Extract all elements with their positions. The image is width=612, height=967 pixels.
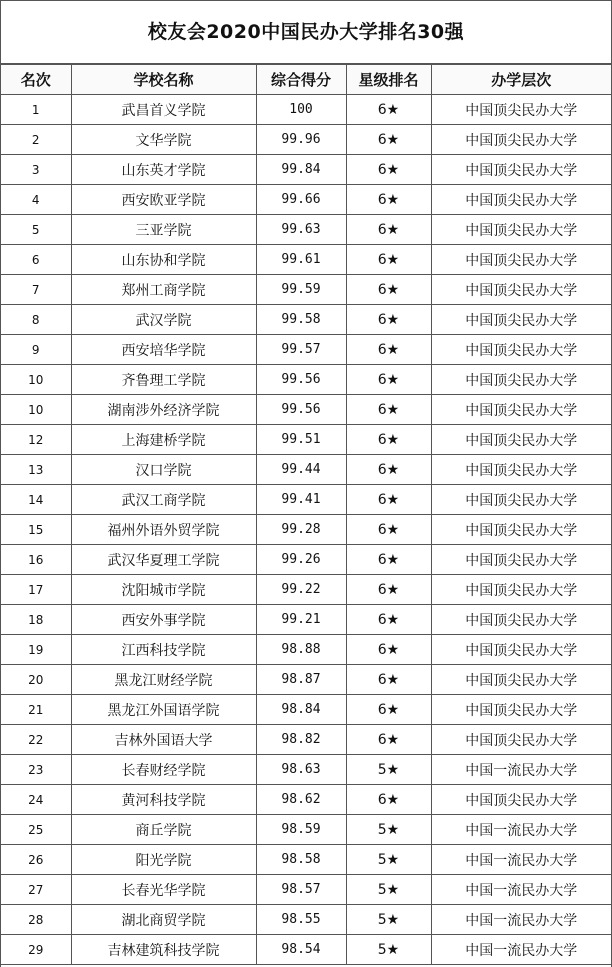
cell-level: 中国一流民办大学 bbox=[431, 875, 611, 905]
cell-star-rating: 6★ bbox=[346, 305, 431, 335]
cell-level: 中国顶尖民办大学 bbox=[431, 515, 611, 545]
table-row bbox=[1, 935, 611, 965]
cell-star-rating: 6★ bbox=[346, 155, 431, 185]
cell-score: 98.54 bbox=[256, 935, 346, 965]
table-row bbox=[1, 635, 611, 665]
cell-rank: 24 bbox=[1, 785, 71, 815]
cell-score: 99.22 bbox=[256, 575, 346, 605]
table-body bbox=[1, 95, 611, 965]
cell-school-name: 黑龙江外国语学院 bbox=[71, 695, 256, 725]
cell-school-name: 吉林外国语大学 bbox=[71, 725, 256, 755]
cell-rank: 15 bbox=[1, 515, 71, 545]
cell-star-rating: 5★ bbox=[346, 845, 431, 875]
cell-level: 中国一流民办大学 bbox=[431, 845, 611, 875]
table-row bbox=[1, 125, 611, 155]
cell-level: 中国顶尖民办大学 bbox=[431, 245, 611, 275]
page-title: 校友会2020中国民办大学排名30强 bbox=[1, 0, 611, 64]
table-row bbox=[1, 215, 611, 245]
cell-star-rating: 6★ bbox=[346, 665, 431, 695]
cell-school-name: 武汉工商学院 bbox=[71, 485, 256, 515]
cell-star-rating: 6★ bbox=[346, 695, 431, 725]
cell-school-name: 山东英才学院 bbox=[71, 155, 256, 185]
cell-level: 中国顶尖民办大学 bbox=[431, 395, 611, 425]
cell-rank: 3 bbox=[1, 155, 71, 185]
cell-school-name: 郑州工商学院 bbox=[71, 275, 256, 305]
cell-star-rating: 5★ bbox=[346, 935, 431, 965]
cell-level: 中国顶尖民办大学 bbox=[431, 605, 611, 635]
cell-school-name: 山东协和学院 bbox=[71, 245, 256, 275]
cell-school-name: 黑龙江财经学院 bbox=[71, 665, 256, 695]
table-row bbox=[1, 695, 611, 725]
cell-star-rating: 6★ bbox=[346, 575, 431, 605]
table-row bbox=[1, 245, 611, 275]
header-school-name: 学校名称 bbox=[71, 65, 256, 95]
cell-rank: 8 bbox=[1, 305, 71, 335]
header-score: 综合得分 bbox=[256, 65, 346, 95]
cell-level: 中国顶尖民办大学 bbox=[431, 785, 611, 815]
cell-level: 中国顶尖民办大学 bbox=[431, 455, 611, 485]
cell-score: 98.88 bbox=[256, 635, 346, 665]
cell-score: 98.87 bbox=[256, 665, 346, 695]
table-row bbox=[1, 425, 611, 455]
cell-star-rating: 6★ bbox=[346, 545, 431, 575]
cell-rank: 7 bbox=[1, 275, 71, 305]
cell-school-name: 文华学院 bbox=[71, 125, 256, 155]
cell-score: 98.59 bbox=[256, 815, 346, 845]
cell-rank: 18 bbox=[1, 605, 71, 635]
cell-star-rating: 6★ bbox=[346, 335, 431, 365]
table-row bbox=[1, 335, 611, 365]
cell-school-name: 三亚学院 bbox=[71, 215, 256, 245]
cell-school-name: 沈阳城市学院 bbox=[71, 575, 256, 605]
cell-level: 中国顶尖民办大学 bbox=[431, 695, 611, 725]
cell-level: 中国顶尖民办大学 bbox=[431, 185, 611, 215]
cell-score: 98.57 bbox=[256, 875, 346, 905]
cell-score: 99.56 bbox=[256, 365, 346, 395]
cell-rank: 25 bbox=[1, 815, 71, 845]
cell-level: 中国顶尖民办大学 bbox=[431, 665, 611, 695]
cell-score: 99.66 bbox=[256, 185, 346, 215]
cell-school-name: 湖南涉外经济学院 bbox=[71, 395, 256, 425]
cell-level: 中国一流民办大学 bbox=[431, 935, 611, 965]
cell-score: 99.26 bbox=[256, 545, 346, 575]
cell-score: 99.84 bbox=[256, 155, 346, 185]
cell-level: 中国顶尖民办大学 bbox=[431, 215, 611, 245]
header-star-rating: 星级排名 bbox=[346, 65, 431, 95]
cell-star-rating: 6★ bbox=[346, 365, 431, 395]
table-row bbox=[1, 185, 611, 215]
cell-rank: 27 bbox=[1, 875, 71, 905]
cell-score: 99.28 bbox=[256, 515, 346, 545]
table-row bbox=[1, 785, 611, 815]
cell-score: 99.61 bbox=[256, 245, 346, 275]
cell-level: 中国一流民办大学 bbox=[431, 905, 611, 935]
cell-school-name: 长春财经学院 bbox=[71, 755, 256, 785]
cell-score: 99.96 bbox=[256, 125, 346, 155]
cell-level: 中国顶尖民办大学 bbox=[431, 305, 611, 335]
cell-level: 中国顶尖民办大学 bbox=[431, 95, 611, 125]
table-row bbox=[1, 665, 611, 695]
cell-rank: 28 bbox=[1, 905, 71, 935]
table-row bbox=[1, 575, 611, 605]
cell-star-rating: 6★ bbox=[346, 185, 431, 215]
cell-score: 99.56 bbox=[256, 395, 346, 425]
cell-level: 中国顶尖民办大学 bbox=[431, 425, 611, 455]
cell-star-rating: 6★ bbox=[346, 785, 431, 815]
cell-level: 中国顶尖民办大学 bbox=[431, 545, 611, 575]
header-level: 办学层次 bbox=[431, 65, 611, 95]
cell-star-rating: 6★ bbox=[346, 725, 431, 755]
table-row bbox=[1, 155, 611, 185]
cell-school-name: 黄河科技学院 bbox=[71, 785, 256, 815]
cell-rank: 10 bbox=[1, 395, 71, 425]
table-row bbox=[1, 725, 611, 755]
cell-school-name: 武昌首义学院 bbox=[71, 95, 256, 125]
cell-school-name: 长春光华学院 bbox=[71, 875, 256, 905]
cell-star-rating: 6★ bbox=[346, 215, 431, 245]
table-row bbox=[1, 545, 611, 575]
cell-star-rating: 5★ bbox=[346, 755, 431, 785]
cell-school-name: 武汉华夏理工学院 bbox=[71, 545, 256, 575]
cell-star-rating: 6★ bbox=[346, 485, 431, 515]
cell-level: 中国顶尖民办大学 bbox=[431, 125, 611, 155]
cell-rank: 2 bbox=[1, 125, 71, 155]
table-row bbox=[1, 815, 611, 845]
cell-rank: 4 bbox=[1, 185, 71, 215]
cell-star-rating: 6★ bbox=[346, 425, 431, 455]
cell-score: 98.84 bbox=[256, 695, 346, 725]
cell-score: 99.63 bbox=[256, 215, 346, 245]
cell-rank: 14 bbox=[1, 485, 71, 515]
cell-star-rating: 6★ bbox=[346, 455, 431, 485]
cell-school-name: 江西科技学院 bbox=[71, 635, 256, 665]
cell-star-rating: 6★ bbox=[346, 275, 431, 305]
cell-rank: 9 bbox=[1, 335, 71, 365]
table-row bbox=[1, 305, 611, 335]
cell-score: 99.51 bbox=[256, 425, 346, 455]
cell-star-rating: 6★ bbox=[346, 395, 431, 425]
table-row bbox=[1, 365, 611, 395]
cell-rank: 21 bbox=[1, 695, 71, 725]
cell-score: 98.58 bbox=[256, 845, 346, 875]
table-row bbox=[1, 95, 611, 125]
cell-score: 98.62 bbox=[256, 785, 346, 815]
cell-star-rating: 6★ bbox=[346, 95, 431, 125]
cell-score: 98.63 bbox=[256, 755, 346, 785]
table-row bbox=[1, 455, 611, 485]
table-row bbox=[1, 515, 611, 545]
table-row bbox=[1, 395, 611, 425]
cell-star-rating: 6★ bbox=[346, 125, 431, 155]
table-row bbox=[1, 905, 611, 935]
table-row bbox=[1, 755, 611, 785]
cell-star-rating: 5★ bbox=[346, 875, 431, 905]
cell-school-name: 上海建桥学院 bbox=[71, 425, 256, 455]
cell-school-name: 吉林建筑科技学院 bbox=[71, 935, 256, 965]
table-header-row bbox=[1, 65, 611, 95]
cell-score: 98.82 bbox=[256, 725, 346, 755]
cell-rank: 10 bbox=[1, 365, 71, 395]
cell-score: 98.55 bbox=[256, 905, 346, 935]
table-row bbox=[1, 275, 611, 305]
cell-rank: 26 bbox=[1, 845, 71, 875]
cell-school-name: 福州外语外贸学院 bbox=[71, 515, 256, 545]
cell-level: 中国顶尖民办大学 bbox=[431, 365, 611, 395]
cell-star-rating: 5★ bbox=[346, 815, 431, 845]
cell-level: 中国顶尖民办大学 bbox=[431, 725, 611, 755]
cell-level: 中国顶尖民办大学 bbox=[431, 575, 611, 605]
cell-rank: 5 bbox=[1, 215, 71, 245]
cell-score: 99.21 bbox=[256, 605, 346, 635]
cell-school-name: 齐鲁理工学院 bbox=[71, 365, 256, 395]
cell-level: 中国一流民办大学 bbox=[431, 755, 611, 785]
cell-star-rating: 6★ bbox=[346, 515, 431, 545]
cell-school-name: 汉口学院 bbox=[71, 455, 256, 485]
cell-level: 中国顶尖民办大学 bbox=[431, 275, 611, 305]
ranking-table bbox=[1, 64, 611, 965]
cell-score: 99.58 bbox=[256, 305, 346, 335]
cell-school-name: 商丘学院 bbox=[71, 815, 256, 845]
cell-rank: 19 bbox=[1, 635, 71, 665]
cell-rank: 17 bbox=[1, 575, 71, 605]
cell-rank: 12 bbox=[1, 425, 71, 455]
table-row bbox=[1, 875, 611, 905]
table-row bbox=[1, 605, 611, 635]
cell-star-rating: 5★ bbox=[346, 905, 431, 935]
cell-rank: 23 bbox=[1, 755, 71, 785]
cell-star-rating: 6★ bbox=[346, 635, 431, 665]
cell-school-name: 武汉学院 bbox=[71, 305, 256, 335]
cell-score: 99.59 bbox=[256, 275, 346, 305]
table-row bbox=[1, 845, 611, 875]
cell-rank: 1 bbox=[1, 95, 71, 125]
cell-school-name: 西安外事学院 bbox=[71, 605, 256, 635]
cell-rank: 6 bbox=[1, 245, 71, 275]
cell-level: 中国顶尖民办大学 bbox=[431, 485, 611, 515]
table-row bbox=[1, 485, 611, 515]
cell-school-name: 湖北商贸学院 bbox=[71, 905, 256, 935]
cell-score: 100 bbox=[256, 95, 346, 125]
cell-score: 99.41 bbox=[256, 485, 346, 515]
cell-school-name: 西安欧亚学院 bbox=[71, 185, 256, 215]
cell-rank: 20 bbox=[1, 665, 71, 695]
cell-school-name: 西安培华学院 bbox=[71, 335, 256, 365]
cell-rank: 22 bbox=[1, 725, 71, 755]
cell-level: 中国顶尖民办大学 bbox=[431, 155, 611, 185]
cell-star-rating: 6★ bbox=[346, 245, 431, 275]
cell-rank: 16 bbox=[1, 545, 71, 575]
cell-rank: 13 bbox=[1, 455, 71, 485]
cell-score: 99.44 bbox=[256, 455, 346, 485]
cell-score: 99.57 bbox=[256, 335, 346, 365]
cell-level: 中国一流民办大学 bbox=[431, 815, 611, 845]
cell-star-rating: 6★ bbox=[346, 605, 431, 635]
header-rank: 名次 bbox=[1, 65, 71, 95]
cell-level: 中国顶尖民办大学 bbox=[431, 635, 611, 665]
cell-rank: 29 bbox=[1, 935, 71, 965]
cell-school-name: 阳光学院 bbox=[71, 845, 256, 875]
cell-level: 中国顶尖民办大学 bbox=[431, 335, 611, 365]
